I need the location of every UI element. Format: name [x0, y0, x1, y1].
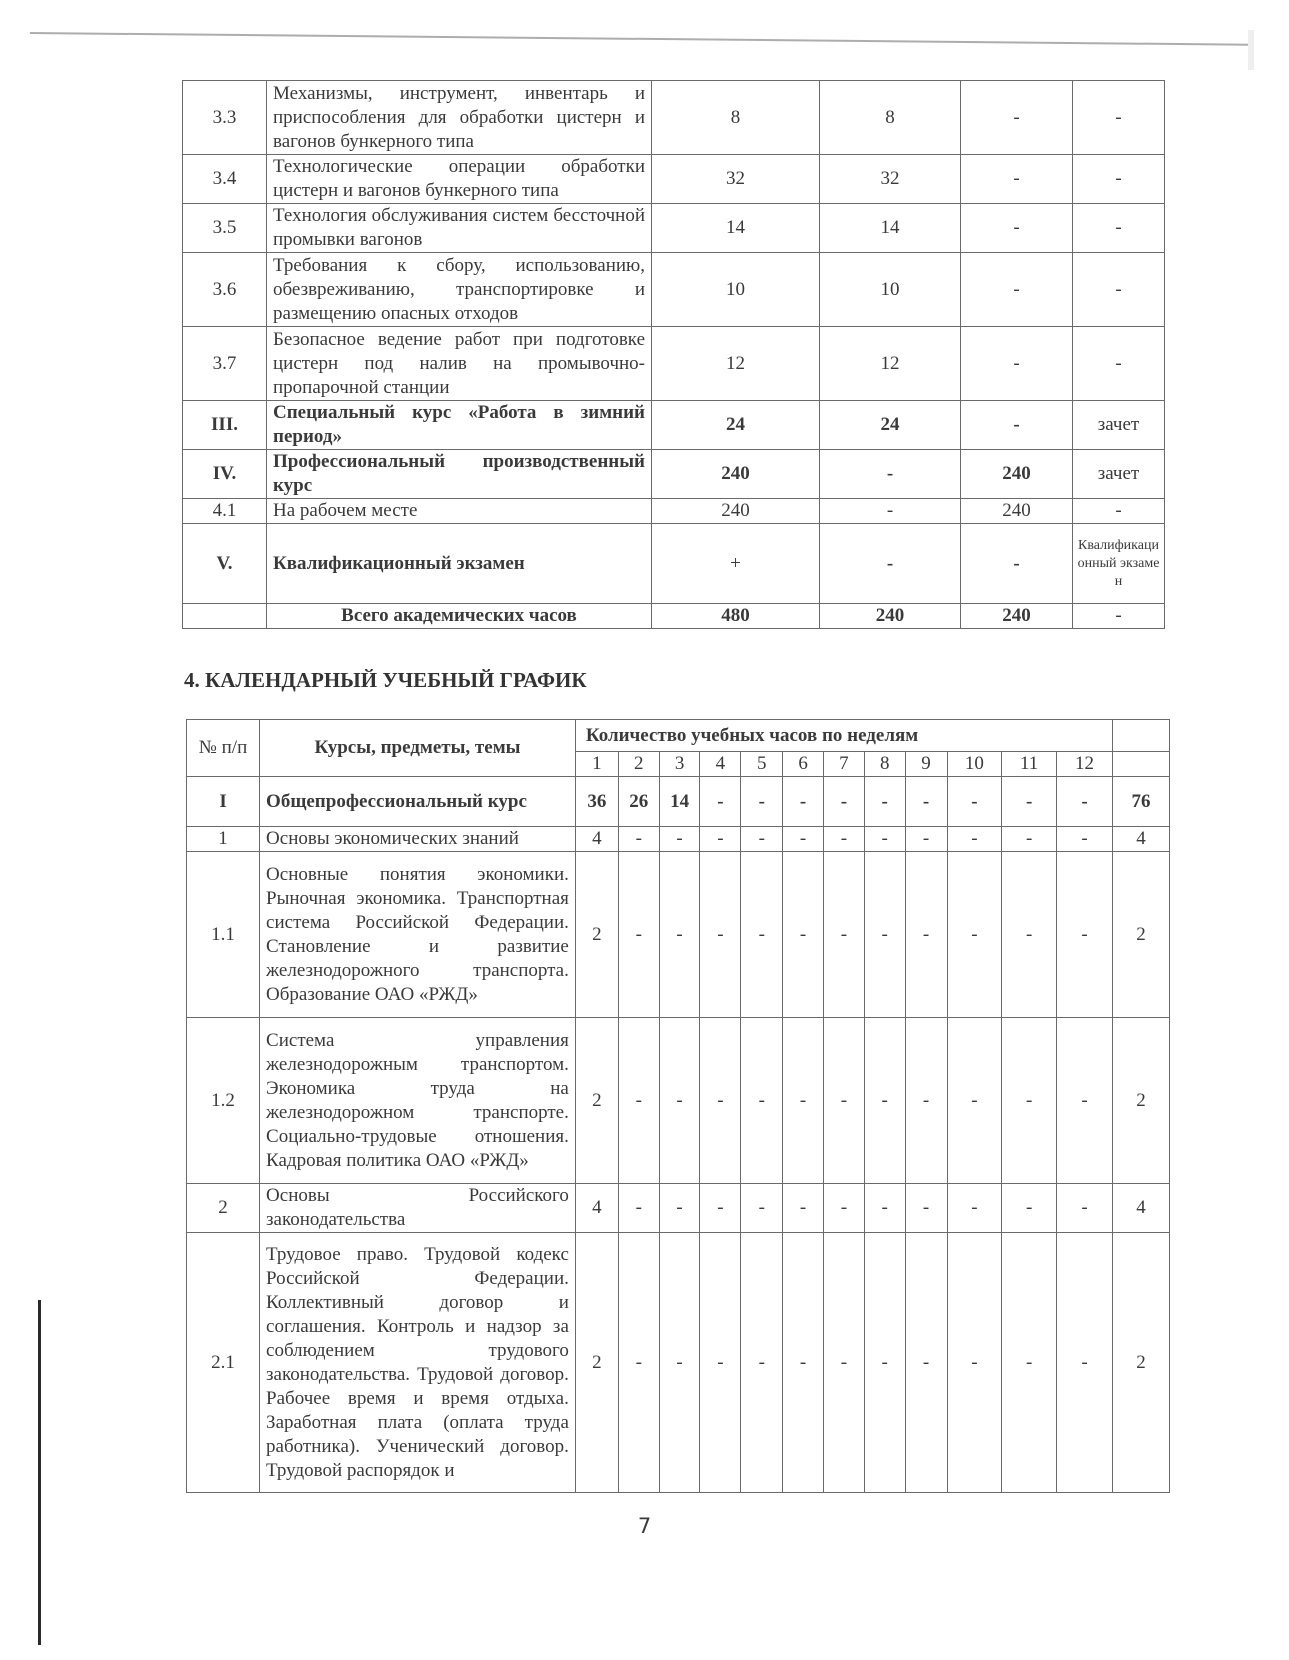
week-cell: -: [618, 1184, 659, 1233]
section-heading: 4. КАЛЕНДАРНЫЙ УЧЕБНЫЙ ГРАФИК: [184, 668, 587, 692]
cell-form: -: [1073, 81, 1165, 155]
cell-practice: 240: [961, 604, 1073, 629]
row-title: Система управления железнодорожным транспортом. Экономика труда на железнодорожном транспорте. Социально-трудовые отношения. Кадровая политика ОАО «РЖД»: [260, 1018, 576, 1184]
page-number: 7: [637, 1514, 652, 1538]
header-week: 12: [1057, 752, 1113, 777]
row-number: 3.7: [183, 327, 267, 401]
header-num: № п/п: [187, 720, 260, 777]
row-title: Безопасное ведение работ при подготовке цистерн под налив на промывочно-пропарочной станции: [267, 327, 652, 401]
week-cell: -: [905, 827, 947, 852]
header-week: 11: [1002, 752, 1057, 777]
week-cell: -: [1002, 1233, 1057, 1493]
table-row-section: [183, 401, 1165, 450]
table-row: [183, 204, 1165, 253]
header-week: 10: [947, 752, 1002, 777]
cell-practice: -: [961, 253, 1073, 327]
week-cell: 2: [575, 1233, 618, 1493]
cell-practice: -: [961, 327, 1073, 401]
cell-practice: -: [961, 524, 1073, 604]
header-week: 4: [700, 752, 741, 777]
row-total: 2: [1112, 1233, 1169, 1493]
row-title: Основные понятия экономики. Рыночная экономика. Транспортная система Российской Федерации. Становление и развитие железнодорожного транспорта. Образование ОАО «РЖД»: [260, 852, 576, 1018]
week-cell: -: [864, 1233, 905, 1493]
cell-form: -: [1073, 253, 1165, 327]
week-cell: -: [1002, 1184, 1057, 1233]
row-number: [183, 604, 267, 629]
table-row: [187, 1018, 1170, 1184]
week-cell: -: [1002, 1018, 1057, 1184]
week-cell: -: [1057, 1018, 1113, 1184]
row-number: 1.1: [187, 852, 260, 1018]
table-row-section: [187, 777, 1170, 827]
scan-edge-margin: [1248, 30, 1254, 70]
week-cell: -: [741, 1233, 783, 1493]
cell-theory: 12: [820, 327, 961, 401]
week-cell: -: [700, 1018, 741, 1184]
cell-total: 10: [652, 253, 820, 327]
row-number: 2.1: [187, 1233, 260, 1493]
week-cell: 36: [575, 777, 618, 827]
cell-form: Квалификационный экзамен: [1073, 524, 1165, 604]
table-row: [187, 827, 1170, 852]
week-cell: -: [947, 852, 1002, 1018]
week-cell: 2: [575, 1018, 618, 1184]
week-cell: -: [741, 852, 783, 1018]
week-cell: -: [1057, 827, 1113, 852]
week-cell: -: [700, 827, 741, 852]
table-row: [183, 253, 1165, 327]
week-cell: -: [1057, 1233, 1113, 1493]
cell-theory: -: [820, 499, 961, 524]
week-cell: -: [905, 1018, 947, 1184]
cell-practice: -: [961, 155, 1073, 204]
week-cell: -: [823, 1018, 864, 1184]
cell-theory: -: [820, 524, 961, 604]
row-title: Требования к сбору, использованию, обезвреживанию, транспортировке и размещению опасных отходов: [267, 253, 652, 327]
week-cell: -: [618, 1018, 659, 1184]
week-cell: -: [1002, 827, 1057, 852]
week-cell: -: [823, 777, 864, 827]
table-row: [183, 327, 1165, 401]
week-cell: -: [783, 1018, 824, 1184]
week-cell: 14: [659, 777, 700, 827]
header-week: 6: [783, 752, 824, 777]
week-cell: -: [1057, 777, 1113, 827]
row-title: Профессиональный производственный курс: [267, 450, 652, 499]
week-cell: -: [905, 1233, 947, 1493]
table-row: [183, 155, 1165, 204]
cell-total: 32: [652, 155, 820, 204]
week-cell: -: [947, 827, 1002, 852]
cell-total: 8: [652, 81, 820, 155]
table-row: [183, 81, 1165, 155]
week-cell: -: [783, 1184, 824, 1233]
cell-theory: 10: [820, 253, 961, 327]
cell-theory: -: [820, 450, 961, 499]
row-title: Трудовое право. Трудовой кодекс Российской Федерации. Коллективный договор и соглашения. Контроль и надзор за соблюдением трудового законодательства. Трудовой договор. Рабочее время и время отдыха. Заработная плата (оплата труда работника). Ученический договор. Трудовой распорядок и: [260, 1233, 576, 1493]
week-cell: -: [700, 852, 741, 1018]
cell-form: -: [1073, 155, 1165, 204]
week-cell: -: [823, 852, 864, 1018]
cell-theory: 24: [820, 401, 961, 450]
cell-total: +: [652, 524, 820, 604]
week-cell: -: [783, 777, 824, 827]
row-title: Технологические операции обработки цистерн и вагонов бункерного типа: [267, 155, 652, 204]
total-label: Всего академических часов: [267, 604, 652, 629]
table-row: [187, 852, 1170, 1018]
header-total: [1112, 720, 1169, 752]
table-row: [187, 1184, 1170, 1233]
row-title: Механизмы, инструмент, инвентарь и приспособления для обработки цистерн и вагонов бункерного типа: [267, 81, 652, 155]
week-cell: -: [864, 1018, 905, 1184]
week-cell: -: [1057, 852, 1113, 1018]
header-week: 8: [864, 752, 905, 777]
week-cell: -: [659, 852, 700, 1018]
study-plan-table: [182, 80, 1165, 629]
scan-binding-line: [38, 1300, 41, 1645]
row-title: На рабочем месте: [267, 499, 652, 524]
row-total: 4: [1112, 1184, 1169, 1233]
week-cell: -: [864, 1184, 905, 1233]
row-number: 3.5: [183, 204, 267, 253]
row-total: 76: [1112, 777, 1169, 827]
row-number: V.: [183, 524, 267, 604]
week-cell: -: [947, 1233, 1002, 1493]
header-week: 5: [741, 752, 783, 777]
header-week: 3: [659, 752, 700, 777]
table-row-section: [183, 524, 1165, 604]
cell-practice: 240: [961, 450, 1073, 499]
week-cell: -: [864, 777, 905, 827]
row-title: Квалификационный экзамен: [267, 524, 652, 604]
header-week: 2: [618, 752, 659, 777]
cell-total: 240: [652, 450, 820, 499]
row-title: Специальный курс «Работа в зимний период»: [267, 401, 652, 450]
row-number: 3.4: [183, 155, 267, 204]
cell-theory: 32: [820, 155, 961, 204]
table-total-row: [183, 604, 1165, 629]
scan-edge-shadow: [30, 18, 1250, 46]
week-cell: -: [1057, 1184, 1113, 1233]
week-cell: -: [1002, 852, 1057, 1018]
cell-practice: 240: [961, 499, 1073, 524]
week-cell: -: [947, 1018, 1002, 1184]
header-week: 7: [823, 752, 864, 777]
header-week: 9: [905, 752, 947, 777]
row-total: 4: [1112, 827, 1169, 852]
row-number: 1.2: [187, 1018, 260, 1184]
cell-total: 14: [652, 204, 820, 253]
week-cell: -: [618, 827, 659, 852]
header-title: Курсы, предметы, темы: [260, 720, 576, 777]
row-number: 4.1: [183, 499, 267, 524]
week-cell: -: [905, 777, 947, 827]
row-number: 1: [187, 827, 260, 852]
week-cell: -: [618, 852, 659, 1018]
week-cell: -: [659, 1233, 700, 1493]
week-cell: -: [741, 1018, 783, 1184]
header-weeks-group: Количество учебных часов по неделям: [575, 720, 1112, 752]
cell-theory: 8: [820, 81, 961, 155]
week-cell: -: [659, 827, 700, 852]
row-number: I: [187, 777, 260, 827]
table-row-section: [183, 450, 1165, 499]
cell-total: 240: [652, 499, 820, 524]
cell-form: зачет: [1073, 401, 1165, 450]
row-title: Основы Российского законодательства: [260, 1184, 576, 1233]
row-title: Основы экономических знаний: [260, 827, 576, 852]
cell-form: зачет: [1073, 450, 1165, 499]
week-cell: -: [700, 1184, 741, 1233]
header-row: [187, 720, 1170, 752]
cell-form: -: [1073, 604, 1165, 629]
week-cell: -: [741, 827, 783, 852]
week-cell: -: [864, 852, 905, 1018]
week-cell: -: [618, 1233, 659, 1493]
week-cell: -: [783, 852, 824, 1018]
week-cell: 2: [575, 852, 618, 1018]
header-total-blank: [1112, 752, 1169, 777]
cell-theory: 240: [820, 604, 961, 629]
week-cell: -: [741, 1184, 783, 1233]
week-cell: -: [659, 1018, 700, 1184]
row-total: 2: [1112, 852, 1169, 1018]
week-cell: -: [741, 777, 783, 827]
week-cell: -: [905, 1184, 947, 1233]
week-cell: 4: [575, 1184, 618, 1233]
week-cell: -: [905, 852, 947, 1018]
cell-total: 12: [652, 327, 820, 401]
week-cell: -: [659, 1184, 700, 1233]
table-row: [187, 1233, 1170, 1493]
week-cell: -: [823, 1233, 864, 1493]
week-cell: -: [823, 1184, 864, 1233]
cell-practice: -: [961, 401, 1073, 450]
row-number: 2: [187, 1184, 260, 1233]
week-cell: 4: [575, 827, 618, 852]
row-number: 3.3: [183, 81, 267, 155]
week-cell: -: [1002, 777, 1057, 827]
week-cell: 26: [618, 777, 659, 827]
row-number: 3.6: [183, 253, 267, 327]
cell-form: -: [1073, 327, 1165, 401]
cell-practice: -: [961, 204, 1073, 253]
week-cell: -: [783, 1233, 824, 1493]
calendar-schedule-table: [186, 719, 1170, 1493]
week-cell: -: [783, 827, 824, 852]
row-total: 2: [1112, 1018, 1169, 1184]
cell-form: -: [1073, 499, 1165, 524]
week-cell: -: [823, 827, 864, 852]
table-row: [183, 499, 1165, 524]
row-number: III.: [183, 401, 267, 450]
week-cell: -: [947, 1184, 1002, 1233]
week-cell: -: [700, 1233, 741, 1493]
week-cell: -: [947, 777, 1002, 827]
week-cell: -: [700, 777, 741, 827]
cell-theory: 14: [820, 204, 961, 253]
week-cell: -: [864, 827, 905, 852]
row-title: Общепрофессиональный курс: [260, 777, 576, 827]
header-week: 1: [575, 752, 618, 777]
row-number: IV.: [183, 450, 267, 499]
cell-total: 24: [652, 401, 820, 450]
cell-practice: -: [961, 81, 1073, 155]
row-title: Технология обслуживания систем бессточной промывки вагонов: [267, 204, 652, 253]
cell-total: 480: [652, 604, 820, 629]
cell-form: -: [1073, 204, 1165, 253]
